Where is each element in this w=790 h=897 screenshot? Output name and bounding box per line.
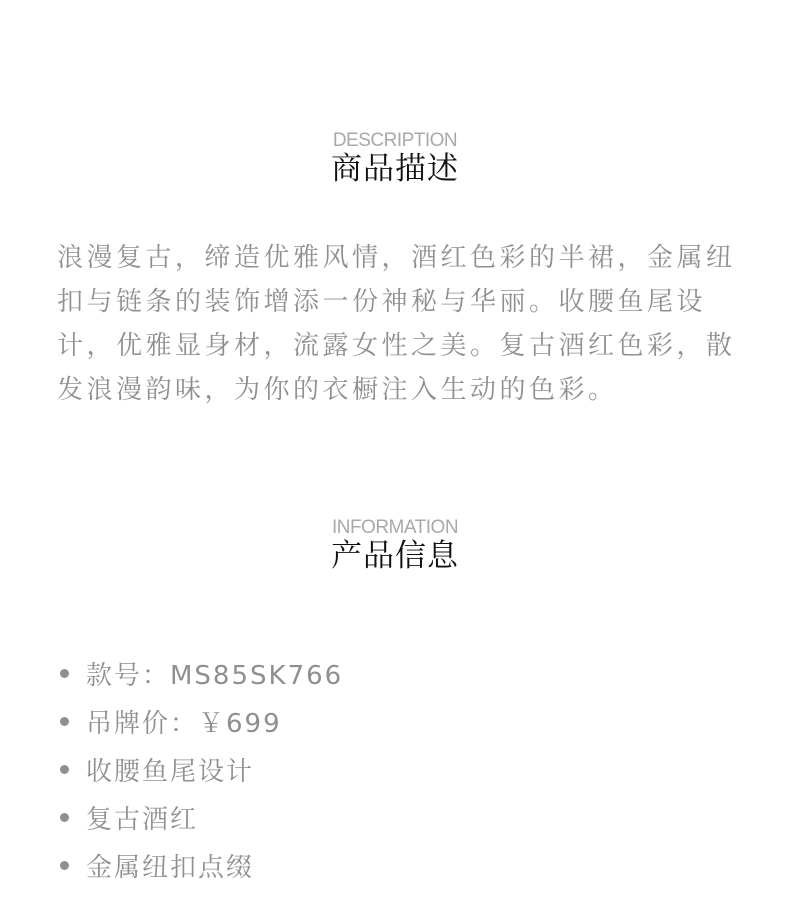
- description-header: [0, 131, 790, 187]
- bullet-dot-icon: [60, 813, 69, 822]
- info-item-text: 复古酒红: [86, 805, 199, 835]
- information-eyebrow: INFORMATION: [331, 517, 459, 538]
- info-item-fishtail: [60, 748, 343, 796]
- info-item-price: [60, 700, 343, 748]
- info-item-style-number: [60, 652, 343, 700]
- information-header: [0, 518, 790, 574]
- info-item-text: 金属纽扣点缀: [86, 853, 255, 883]
- product-info-list: [60, 652, 343, 892]
- info-item-buttons: [60, 844, 343, 892]
- bullet-dot-icon: [60, 717, 69, 726]
- info-item-color: [60, 796, 343, 844]
- info-item-text: 收腰鱼尾设计: [86, 757, 255, 787]
- description-title: 商品描述: [331, 151, 459, 187]
- product-description-text: 浪漫复古，缔造优雅风情，酒红色彩的半裙，金属纽扣与链条的装饰增添一份神秘与华丽。收腰鱼尾设计，优雅显身材，流露女性之美。复古酒红色彩，散发浪漫韵味，为你的衣橱注入生动的色彩。: [57, 243, 736, 405]
- information-title: 产品信息: [331, 538, 459, 574]
- bullet-dot-icon: [60, 765, 69, 774]
- description-eyebrow: DESCRIPTION: [332, 130, 458, 151]
- bullet-dot-icon: [60, 861, 69, 870]
- info-item-text: 吊牌价：￥699: [86, 709, 282, 739]
- bullet-dot-icon: [60, 669, 69, 678]
- info-item-text: 款号：MS85SK766: [86, 661, 344, 691]
